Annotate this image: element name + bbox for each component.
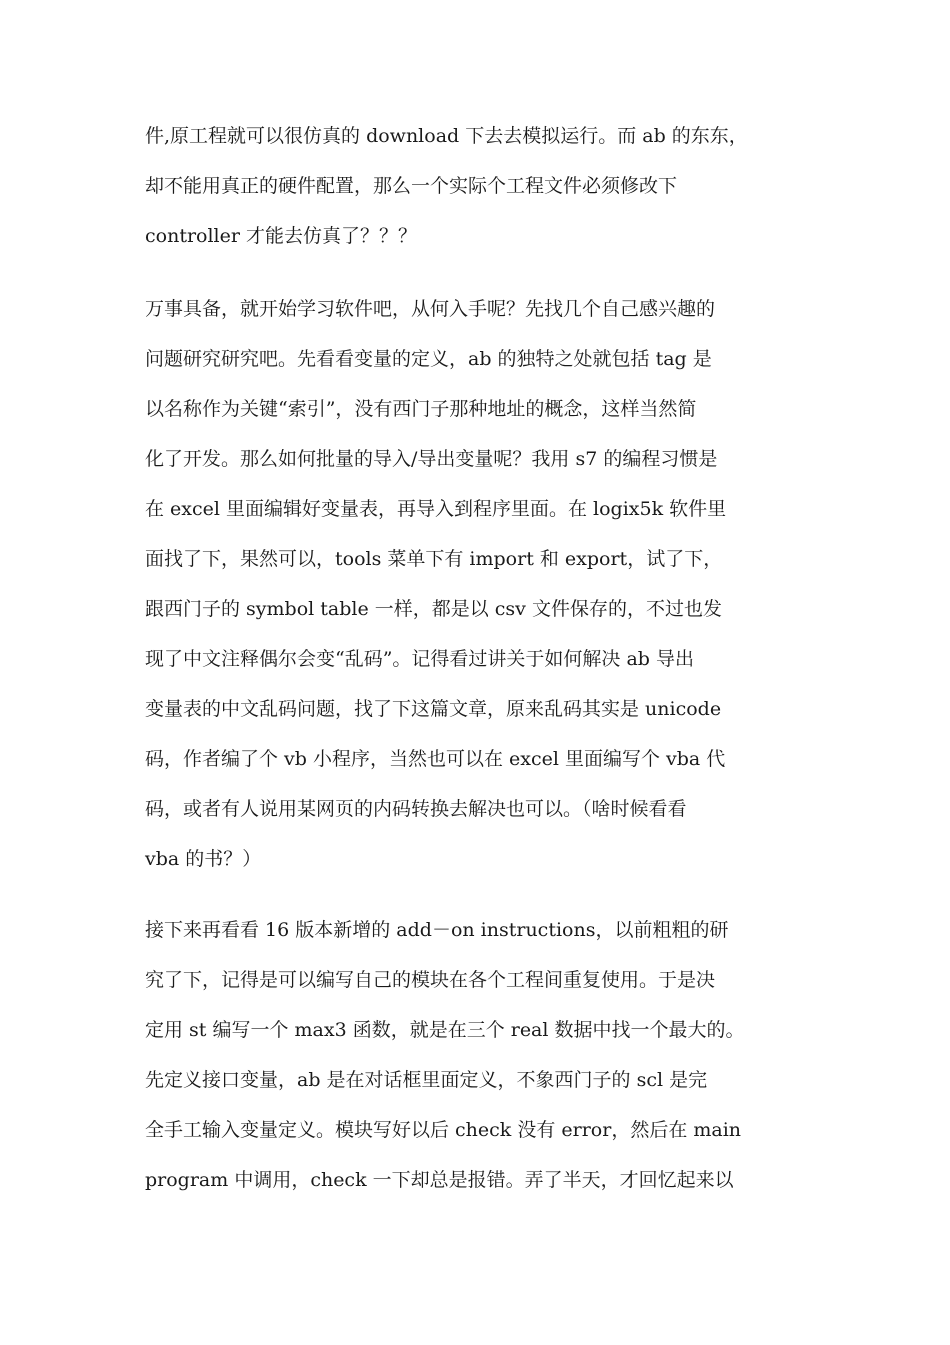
text-line: 接下来再看看 16 版本新增的 add－on instructions，以前粗粗的研 [145,919,729,941]
text-line: 以名称作为关键“索引”，没有西门子那种地址的概念，这样当然简 [145,398,697,420]
text-line: 万事具备，就开始学习软件吧，从何入手呢？先找几个自己感兴趣的 [145,298,716,320]
text-line: 码，作者编了个 vb 小程序，当然也可以在 excel 里面编写个 vba 代 [145,748,726,770]
text-line: 究了下，记得是可以编写自己的模块在各个工程间重复使用。于是决 [145,969,716,991]
text-line: 跟西门子的 symbol table 一样，都是以 csv 文件保存的，不过也发 [145,598,722,620]
text-line: 定用 st 编写一个 max3 函数，就是在三个 real 数据中找一个最大的。 [145,1019,745,1041]
text-line: 码，或者有人说用某网页的内码转换去解决也可以。（啥时候看看 [145,798,687,820]
paragraph-1 [145,111,825,261]
text-line: controller 才能去仿真了？？？ [145,225,417,247]
text-line: 在 excel 里面编辑好变量表，再导入到程序里面。在 logix5k 软件里 [145,498,727,520]
text-line: 却不能用真正的硬件配置，那么一个实际个工程文件必须修改下 [145,175,678,197]
text-line: 现了中文注释偶尔会变“乱码”。记得看过讲关于如何解决 ab 导出 [145,648,694,670]
text-line: 变量表的中文乱码问题，找了下这篇文章，原来乱码其实是 unicode [145,698,722,720]
text-line: program 中调用，check 一下却总是报错。弄了半天，才回忆起来以 [145,1169,734,1191]
text-line: 先定义接口变量，ab 是在对话框里面定义，不象西门子的 scl 是完 [145,1069,708,1091]
text-line: vba 的书？） [145,848,262,870]
text-line: 问题研究研究吧。先看看变量的定义，ab 的独特之处就包括 tag 是 [145,348,712,370]
text-line: 化了开发。那么如何批量的导入/导出变量呢？我用 s7 的编程习惯是 [145,448,718,470]
paragraph-2 [145,284,825,884]
text-line: 件,原工程就可以很仿真的 download 下去去模拟运行。而 ab 的东东， [145,125,748,147]
text-line: 全手工输入变量定义。模块写好以后 check 没有 error，然后在 main [145,1119,742,1141]
paragraph-3 [145,905,825,1205]
text-line: 面找了下，果然可以，tools 菜单下有 import 和 export，试了下， [145,548,723,570]
